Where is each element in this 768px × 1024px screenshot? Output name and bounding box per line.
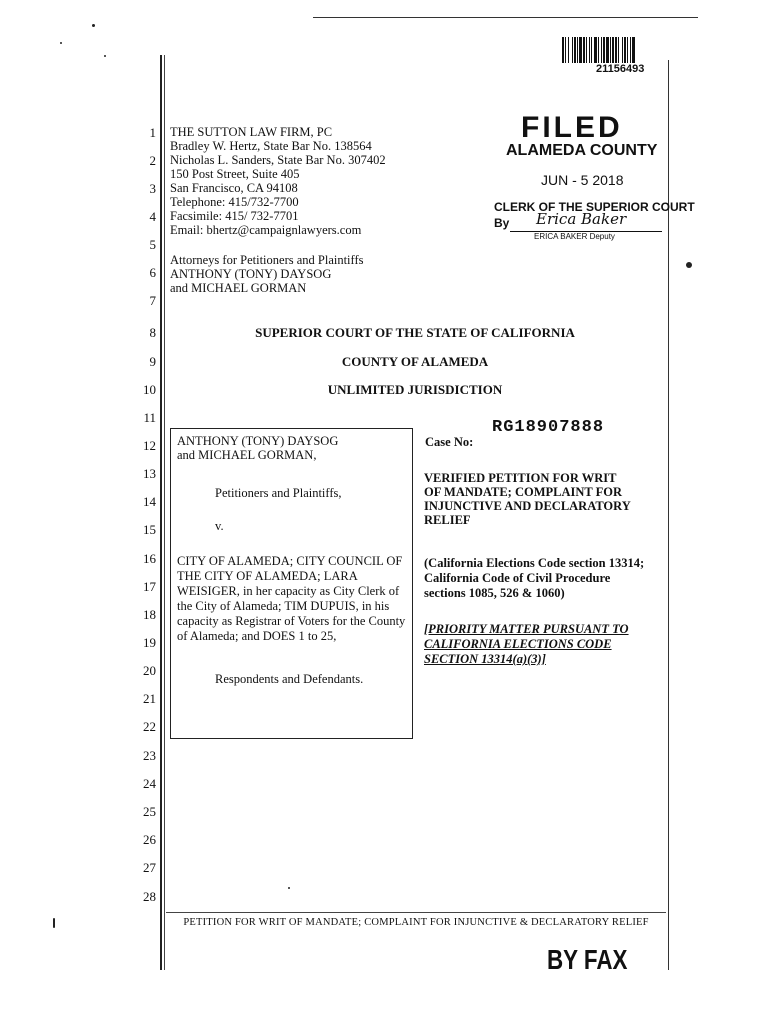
- line-number: 20: [143, 663, 156, 678]
- line-number: 25: [143, 804, 156, 819]
- line-number: 23: [143, 748, 156, 763]
- firm-name: THE SUTTON LAW FIRM, PC: [170, 125, 333, 139]
- petitioners-role: Petitioners and Plaintiffs,: [215, 486, 342, 500]
- line-number: 17: [143, 579, 156, 594]
- case-title-line: OF MANDATE; COMPLAINT FOR: [424, 485, 623, 499]
- petitioner-line: and MICHAEL GORMAN,: [177, 448, 317, 462]
- clerk-signature: Erica Baker: [536, 210, 627, 228]
- line-number: 12: [143, 438, 156, 453]
- filed-stamp: FILED: [521, 111, 623, 144]
- scan-speck: [288, 887, 290, 889]
- stamp-county: ALAMEDA COUNTY: [506, 142, 658, 159]
- client-line: ANTHONY (TONY) DAYSOG: [170, 267, 332, 281]
- stamp-deputy: ERICA BAKER Deputy: [534, 232, 615, 241]
- telephone-line: Telephone: 415/732-7700: [170, 195, 299, 209]
- case-title-line: RELIEF: [424, 513, 471, 527]
- line-number: 3: [149, 181, 156, 196]
- left-margin-rule-inner: [164, 55, 165, 970]
- code-line: (California Elections Code section 13314;: [424, 556, 645, 570]
- fax-stamp: BY FAX: [547, 944, 628, 975]
- code-citations: [424, 556, 644, 601]
- respondent-line: the City of Alameda; TIM DUPUIS, in his: [177, 599, 390, 613]
- case-title-block: [424, 471, 631, 527]
- versus: v.: [215, 519, 224, 533]
- respondent-line: WEISIGER, in her capacity as City Clerk of: [177, 584, 400, 598]
- line-number: 16: [143, 551, 156, 566]
- stamp-date: JUN - 5 2018: [541, 172, 624, 188]
- respondent-line: of Alameda; and DOES 1 to 25,: [177, 629, 337, 643]
- stamp-clerk: CLERK OF THE SUPERIOR COURT: [494, 200, 695, 214]
- respondents-role: Respondents and Defendants.: [215, 672, 364, 686]
- respondents-block: [177, 554, 405, 644]
- attorney-for-block: [170, 253, 364, 295]
- petitioners-block: [177, 434, 338, 462]
- court-county: COUNTY OF ALAMEDA: [341, 354, 489, 369]
- attorney-line: Nicholas L. Sanders, State Bar No. 307402: [170, 153, 386, 167]
- petitioner-line: ANTHONY (TONY) DAYSOG: [177, 434, 339, 448]
- attorney-line: Bradley W. Hertz, State Bar No. 138564: [170, 139, 372, 153]
- line-number: 7: [149, 293, 156, 308]
- line-number: 9: [149, 354, 156, 369]
- address-line: 150 Post Street, Suite 405: [170, 167, 300, 181]
- barcode: [562, 37, 672, 63]
- line-number: 10: [143, 382, 156, 397]
- court-name: SUPERIOR COURT OF THE STATE OF CALIFORNIA: [255, 325, 575, 340]
- line-number: 5: [149, 237, 156, 252]
- case-title-line: VERIFIED PETITION FOR WRIT: [424, 471, 617, 485]
- client-line: and MICHAEL GORMAN: [170, 281, 307, 295]
- barcode-bar: [635, 37, 636, 63]
- left-margin-rule: [160, 55, 162, 970]
- footer-rule: [166, 912, 666, 913]
- page-footer: PETITION FOR WRIT OF MANDATE; COMPLAINT FOR INJUNCTIVE & DECLARATORY RELIEF: [183, 917, 649, 928]
- line-number: 15: [143, 522, 156, 537]
- code-line: California Code of Civil Procedure: [424, 571, 611, 585]
- line-number: 24: [143, 776, 156, 791]
- line-number: 1: [149, 125, 156, 140]
- case-number: RG18907888: [492, 418, 605, 437]
- line-number: 18: [143, 607, 156, 622]
- priority-block: [424, 622, 629, 667]
- line-number: 6: [149, 265, 156, 280]
- right-margin-rule: [668, 60, 669, 970]
- court-jurisdiction: UNLIMITED JURISDICTION: [327, 382, 503, 397]
- line-number: 2: [149, 153, 156, 168]
- facsimile-line: Facsimile: 415/ 732-7701: [170, 209, 299, 223]
- priority-line: CALIFORNIA ELECTIONS CODE: [424, 637, 612, 651]
- scan-speck: [104, 55, 106, 57]
- line-number: 19: [143, 635, 156, 650]
- respondent-line: capacity as Registrar of Voters for the County: [177, 614, 406, 628]
- line-number: 28: [143, 889, 156, 904]
- top-rule: [313, 17, 698, 18]
- attorneys-for-line: Attorneys for Petitioners and Plaintiffs: [170, 253, 364, 267]
- scan-speck: [53, 918, 55, 928]
- email-line: Email: bhertz@campaignlawyers.com: [170, 223, 362, 237]
- line-number: 14: [143, 494, 156, 509]
- line-number: 21: [143, 691, 156, 706]
- respondent-line: CITY OF ALAMEDA; CITY COUNCIL OF: [177, 554, 403, 568]
- line-number: 13: [143, 466, 156, 481]
- line-number: 22: [143, 719, 156, 734]
- address-line: San Francisco, CA 94108: [170, 181, 298, 195]
- priority-line: SECTION 13314(a)(3)]: [424, 652, 546, 666]
- priority-line: [PRIORITY MATTER PURSUANT TO: [424, 622, 629, 636]
- line-number: 8: [149, 325, 156, 340]
- scan-speck: [686, 262, 692, 268]
- line-number: 26: [143, 832, 156, 847]
- attorney-block: [170, 125, 386, 237]
- scan-speck: [92, 24, 95, 27]
- scan-speck: [60, 42, 62, 44]
- code-line: sections 1085, 526 & 1060): [424, 586, 565, 600]
- barcode-number: 21156493: [596, 63, 645, 75]
- line-number: 11: [143, 410, 156, 425]
- case-title-line: INJUNCTIVE AND DECLARATORY: [424, 499, 631, 513]
- respondent-line: THE CITY OF ALAMEDA; LARA: [177, 569, 358, 583]
- stamp-by-label: By: [494, 216, 510, 230]
- line-number: 4: [149, 209, 156, 224]
- case-number-label: Case No:: [425, 435, 474, 449]
- line-number: 27: [143, 860, 156, 875]
